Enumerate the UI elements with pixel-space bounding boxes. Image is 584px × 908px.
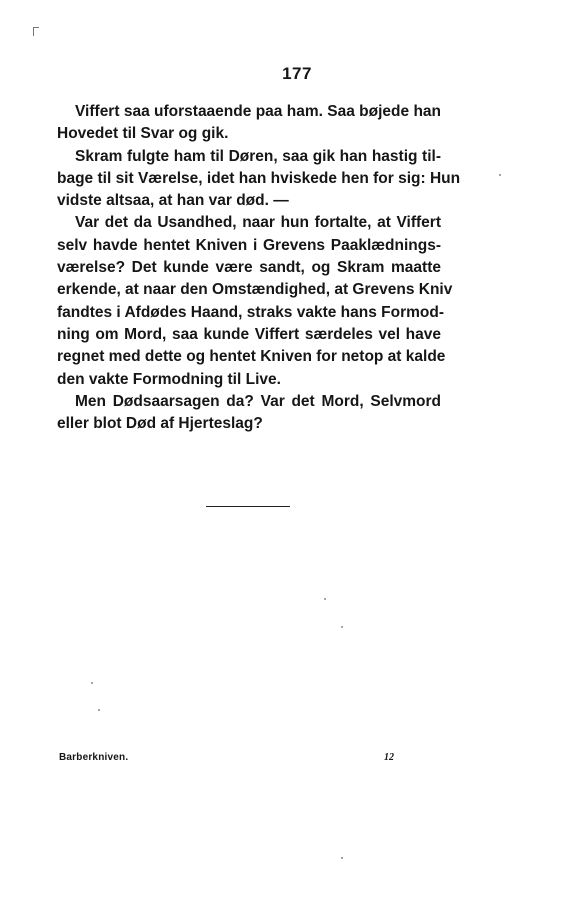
paper-speck [91,682,93,684]
footer-sheet-number: 12 [384,752,394,763]
text-line: eller blot Død af Hjerteslag? [57,415,263,433]
body-text [57,101,461,435]
text-line: fandtes i Afdødes Haand, straks vakte hans Formod- [57,303,445,321]
text-line: den vakte Formodning til Live. [57,370,281,388]
footer-signature: Barberkniven. [59,752,129,763]
page-number: 177 [282,64,312,83]
paper-speck [499,174,501,176]
text-line: erkende, at naar den Omstændighed, at Grevens Kniv [57,281,453,299]
text-line: Hovedet til Svar og gik. [57,125,229,143]
paper-speck [324,598,326,600]
text-line: ning om Mord, saa kunde Viffert særdeles vel have [57,325,441,343]
text-line: Viffert saa uforstaaende paa ham. Saa bøjede han [75,103,441,120]
paper-speck [98,709,100,711]
section-divider [206,506,290,507]
paper-speck [341,626,343,628]
text-line: selv havde hentet Kniven i Grevens Paaklædnings- [57,236,441,254]
text-line: Var det da Usandhed, naar hun fortalte, at Viffert [75,214,441,232]
text-line: vidste altsaa, at han var død. — [57,192,289,210]
text-line: værelse? Det kunde være sandt, og Skram maatte [57,259,441,277]
paper-speck [341,857,343,859]
text-line: Skram fulgte ham til Døren, saa gik han hastig til- [75,147,441,165]
text-line: Men Dødsaarsagen da? Var det Mord, Selvmord [75,392,441,410]
text-line: regnet med dette og hentet Kniven for netop at kalde [57,348,446,366]
corner-mark [33,27,39,36]
text-line: bage til sit Værelse, idet han hviskede hen for sig: Hun [57,169,461,187]
